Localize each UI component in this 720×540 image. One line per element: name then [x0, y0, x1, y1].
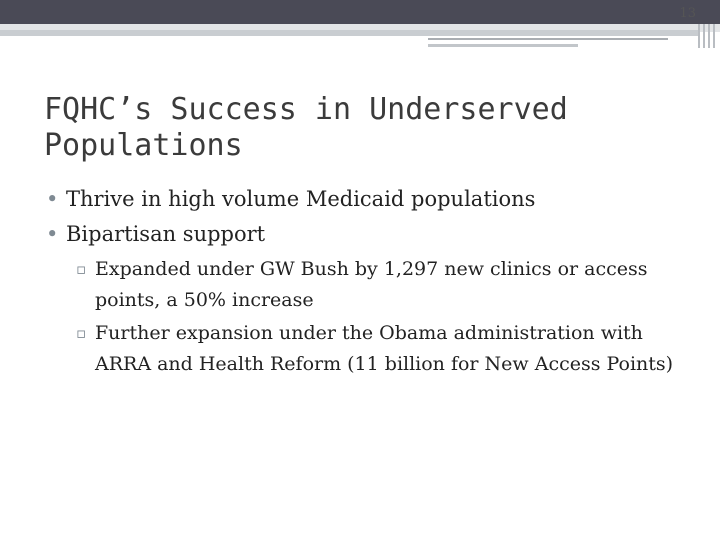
sub-bullet-icon: ▫ — [76, 324, 87, 342]
sub-bullet-text: Expanded under GW Bush by 1,297 new clinics or access points, a 50% increase — [95, 258, 648, 311]
sub-bullet-item — [44, 254, 684, 316]
bullet-icon: • — [46, 222, 59, 246]
accent-line — [0, 30, 700, 36]
bullet-item — [44, 217, 684, 252]
slide-title: FQHC’s Success in Underserved Populations — [44, 92, 568, 163]
decorative-stripes — [698, 24, 716, 48]
bullet-text: Bipartisan support — [66, 222, 266, 246]
sub-bullet-text: Further expansion under the Obama administration with ARRA and Health Reform (11 billion for New Access Points) — [95, 322, 674, 375]
sub-bullet-icon: ▫ — [76, 260, 87, 278]
bullet-text: Thrive in high volume Medicaid populations — [66, 187, 536, 211]
sub-bullet-item — [44, 318, 684, 380]
bullet-icon: • — [46, 187, 59, 211]
slide-content — [44, 182, 684, 380]
bullet-item — [44, 182, 684, 217]
slide-number: 13 — [679, 6, 696, 21]
header-band — [0, 0, 700, 24]
header-band-right — [700, 0, 720, 24]
accent-line — [428, 44, 578, 47]
accent-line — [428, 38, 668, 40]
